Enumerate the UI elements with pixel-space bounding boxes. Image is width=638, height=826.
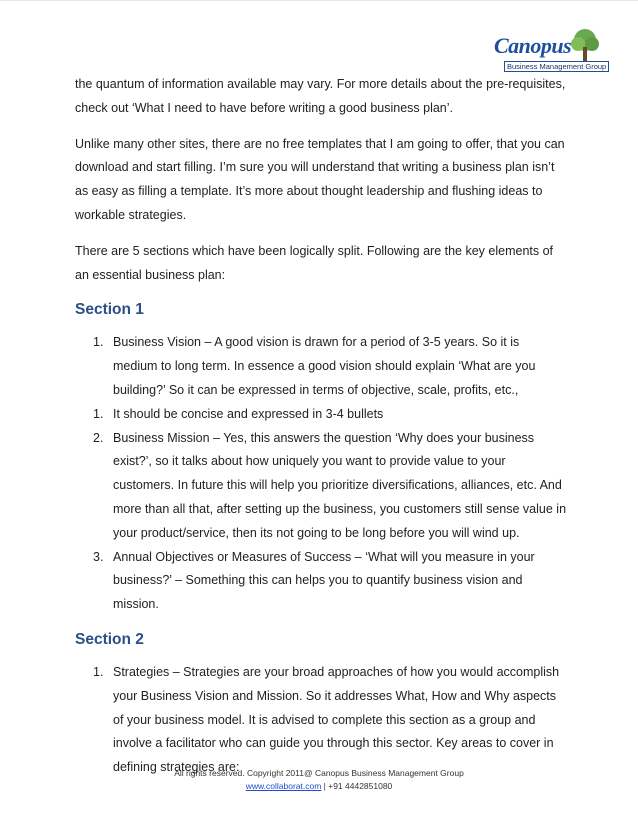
- paragraph: There are 5 sections which have been logically split. Following are the key elements of an essential business plan:: [75, 243, 554, 282]
- section-heading: Section 1: [75, 301, 144, 319]
- page-footer: [0, 767, 638, 793]
- list-item-text: Strategies – Strategies are your broad approaches of how you would accomplish your Business Vision and Mission. So it addresses What, How and Why aspects of your business model. It is advised to complete this section as a group and involve a facilitator who can guide you through this sector. Key areas to cover in defining strategies are:: [113, 664, 560, 775]
- paragraph: Unlike many other sites, there are no free templates that I am going to offer, that you can download and start filling. I’m sure you will understand that writing a business plan isn’t as easy as filling a template. It’s more about thought leadership and flushing ideas to workable strategies.: [75, 136, 565, 222]
- numbered-list: [75, 331, 567, 617]
- paragraph: the quantum of information available may vary. For more details about the pre-requisites, check out ‘What I need to have before writing a good business plan’.: [75, 77, 566, 115]
- list-item-text: Business Mission – Yes, this answers the question ‘Why does your business exist?’, so it talks about how uniquely you want to provide value to your customers. In future this will help you prioritize diversifications, alliances, etc. And more than all that, after setting up the business, you customers still sense value in your product/service, then its not going to be long before you will wind up.: [113, 430, 567, 540]
- list-number: 1.: [93, 406, 104, 421]
- list-item-text: Business Vision – A good vision is drawn for a period of 3-5 years. So it is medium to long term. In essence a good vision should explain ‘What are you building?’ So it can be expressed in terms of objective, scale, profits, etc.,: [113, 335, 536, 397]
- logo-wordmark: Canopus: [494, 33, 572, 58]
- section-heading: Section 2: [75, 630, 144, 648]
- list-number: 2.: [93, 430, 104, 445]
- list-item: [75, 331, 567, 402]
- copyright-notice: All rights reserved. Copyright 2011@ Canopus Business Management Group: [174, 768, 464, 778]
- company-logo: [490, 31, 608, 79]
- numbered-list: [75, 661, 567, 780]
- list-item-text: Annual Objectives or Measures of Success – ‘What will you measure in your business?’ – Something this can helps you to quantify business vision and mission.: [113, 549, 535, 612]
- list-number: 3.: [93, 549, 104, 564]
- list-item-text: It should be concise and expressed in 3-4 bullets: [113, 406, 384, 421]
- list-number: 1.: [93, 664, 104, 679]
- list-item: [75, 403, 567, 427]
- footer-separator: |: [321, 781, 329, 791]
- phone-number: +91 4442851080: [328, 781, 393, 791]
- list-number: 1.: [93, 335, 104, 350]
- list-item: [75, 661, 567, 780]
- document-body: [75, 73, 567, 792]
- list-item: [75, 546, 567, 617]
- list-item: [75, 427, 567, 546]
- website-link[interactable]: www.collaborat.com: [245, 781, 322, 791]
- footer-contact: [0, 780, 638, 793]
- logo-tagline: Business Management Group: [504, 61, 609, 72]
